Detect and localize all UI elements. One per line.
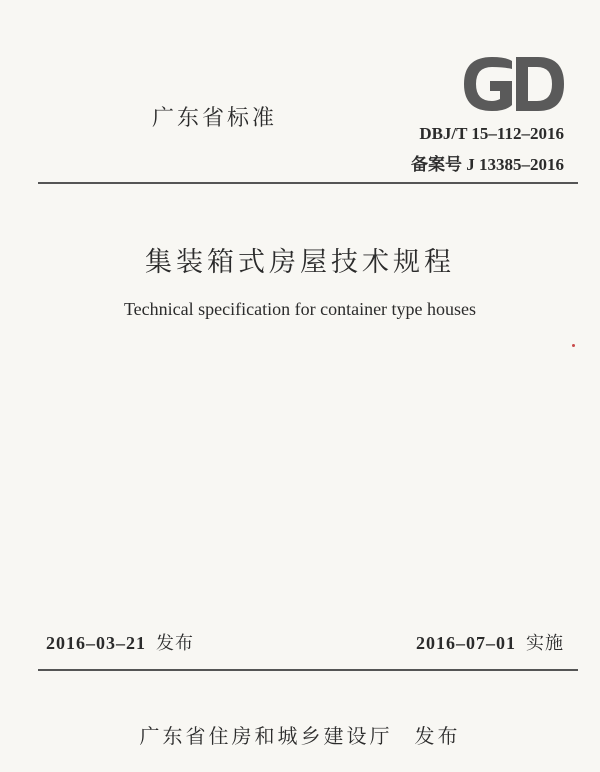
standard-category: 广东省标准 <box>152 106 278 131</box>
issue-word: 发布 <box>156 633 194 654</box>
gd-logo <box>460 55 568 113</box>
title-chinese: 集装箱式房屋技术规程 <box>145 247 455 278</box>
standard-code: DBJ/T 15–112–2016 <box>419 124 564 143</box>
implement-date: 2016–07–01 <box>416 633 516 653</box>
title-english: Technical specification for container type houses <box>123 299 477 319</box>
publisher-line <box>0 720 600 749</box>
bottom-divider <box>38 669 578 671</box>
implement-word: 实施 <box>526 633 564 654</box>
implement-date-line <box>416 629 564 655</box>
publisher-name: 广东省住房和城乡建设厅 <box>139 724 393 748</box>
top-divider <box>38 182 578 184</box>
issue-date: 2016–03–21 <box>46 633 146 653</box>
red-speck <box>572 344 575 347</box>
issue-date-line <box>46 629 194 655</box>
publisher-word: 发布 <box>414 724 461 748</box>
gd-logo-icon <box>460 55 568 113</box>
record-number: 备案号 J 13385–2016 <box>411 155 564 174</box>
